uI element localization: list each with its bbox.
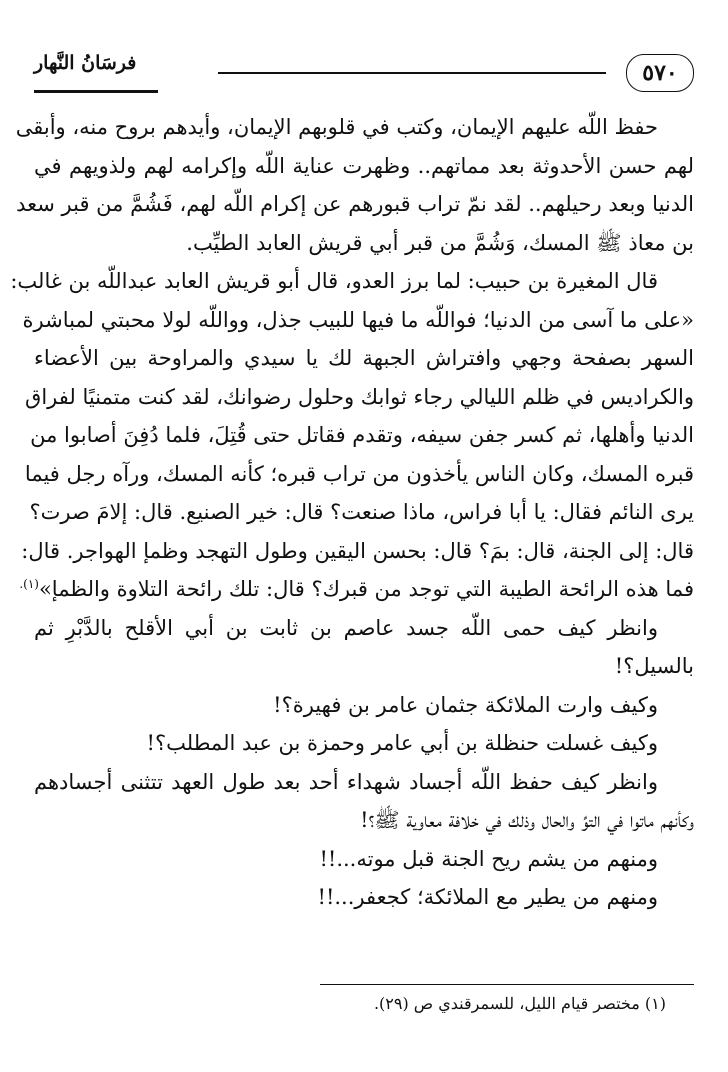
text-line: وانظر كيف حفظ اللّه أجساد شهداء أحد بعد طول العهد تتثنى أجسادهم — [34, 769, 658, 794]
text-line: لهم حسن الأحدوثة بعد مماتهم.. وظهرت عناية اللّه وإكرامه لهم ولذويهم في — [34, 153, 694, 178]
page-header — [34, 50, 694, 100]
text-line: «على ما آسى من الدنيا؛ فواللّه ما فيها للبيب جذل، وواللّه لولا محبتي لمباشرة — [22, 307, 694, 332]
header-rule — [218, 72, 606, 74]
text-line: يرى النائم فقال: يا أبا فراس، ماذا صنعت؟ قال: خير الصنيع. قال: إلامَ صرت؟ — [29, 500, 694, 524]
text-line: قبره المسك، وكان الناس يأخذون من تراب قبره؛ كأنه المسك، ورآه رجل فيما — [24, 461, 694, 486]
running-title: فرسَانُ النَّهار — [34, 52, 137, 74]
text-line: بن معاذ ﷺ المسك، وَشُمَّ من قبر أبي قريش العابد الطيِّب. — [186, 230, 694, 255]
text-line: وانظر كيف حمى اللّه جسد عاصم بن ثابت بن أبي الأقلح بالدَّبْرِ ثم — [34, 615, 658, 640]
text-line: قال: إلى الجنة، قال: بمَ؟ قال: بحسن اليقين وطول التهجد وظمإ الهواجر. قال: — [21, 538, 694, 563]
text-line: الدنيا وبعد رحيلهم.. لقد نمّ تراب قبورهم عن إكرام اللّه لهم، فَشُمَّ من قبر سعد — [16, 192, 694, 216]
text-line: السهر بصفحة وجهي وافتراش الجبهة لك يا سيدي والمراوحة بين الأعضاء — [34, 346, 694, 370]
title-underline — [34, 90, 158, 93]
footnote: (١) مختصر قيام الليل، للسمرقندي ص (٢٩). — [373, 994, 666, 1013]
text-line: ومنهم من يطير مع الملائكة؛ كجعفر...!! — [317, 885, 658, 909]
text-line — [19, 570, 694, 609]
text-line: الدنيا وأهلها، ثم كسر جفن سيفه، وتقدم فقاتل حتى قُتِلَ، فلما دُفِنَ أصابوا من — [30, 423, 694, 447]
body-text — [10, 108, 694, 917]
line-text: فما هذه الرائحة الطيبة التي توجد من قبرك؟ قال: تلك رائحة التلاوة والظمإ» — [38, 577, 694, 601]
text-line: وكيف وارت الملائكة جثمان عامر بن فهيرة؟! — [273, 692, 658, 717]
text-line: وكيف غسلت حنظلة بن أبي عامر وحمزة بن عبد المطلب؟! — [146, 731, 658, 755]
text-line: بالسيل؟! — [614, 654, 694, 678]
footnote-rule — [320, 984, 694, 985]
text-line: والكراديس في ظلم الليالي رجاء ثوابك وحلول رضوانك، لقد كنت متمنيًا لفراق — [25, 384, 694, 409]
text-line: قال المغيرة بن حبيب: لما برز العدو، قال أبو قريش العابد عبداللّه بن غالب: — [10, 269, 658, 293]
page-number: ٥٧٠ — [626, 54, 694, 92]
footnote-marker: (١). — [19, 577, 39, 591]
text-line: ومنهم من يشم ريح الجنة قبل موته...!! — [319, 846, 658, 871]
text-line: وكأنهم ماتوا في التوِّ والحال وذلك في خلافة معاوية ﷺ؟! — [360, 808, 694, 832]
text-line: حفظ اللّه عليهم الإيمان، وكتب في قلوبهم الإيمان، وأيدهم بروح منه، وأبقى — [15, 115, 658, 139]
